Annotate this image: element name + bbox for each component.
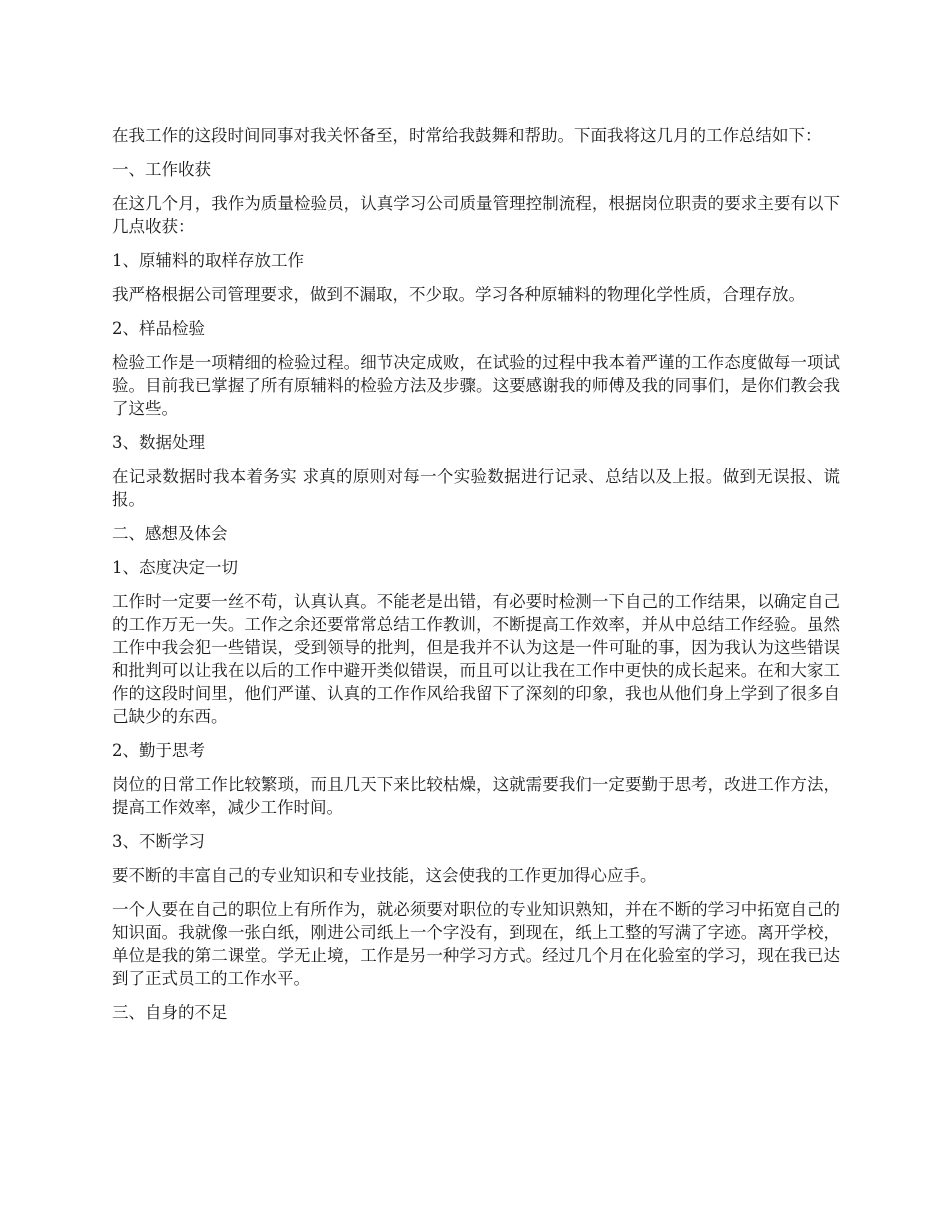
intro-paragraph: 在我工作的这段时间同事对我关怀备至，时常给我鼓舞和帮助。下面我将这几月的工作总结如下： [112,126,822,145]
section-heading-shortcomings: 三、自身的不足 [112,1003,228,1022]
learning-paragraph-2: 一个人要在自己的职位上有所作为，就必须要对职位的专业知识熟知，并在不断的学习中拓宽自己的知识面。我就像一张白纸，刚进公司纸上一个字没有，到现在，纸上工整的写满了字迹。离开学校，单位是我的第二课堂。学无止境，工作是另一种学习方式。经过几个月在化验室的学习，现在我已达到了正式员工的工作水平。 [112,900,840,988]
section-heading-reflections: 二、感想及体会 [112,524,228,543]
sample-inspection-paragraph: 检验工作是一项精细的检验过程。细节决定成败，在试验的过程中我本着严谨的工作态度做每一项试验。目前我已掌握了所有原辅料的检验方法及步骤。这要感谢我的师傅及我的同事们，是你们教会我了这些。 [112,353,840,418]
subheading-sampling-storage: 1、原辅料的取样存放工作 [112,251,304,270]
subheading-attitude: 1、态度决定一切 [112,558,238,577]
learning-paragraph-1: 要不断的丰富自己的专业知识和专业技能，这会使我的工作更加得心应手。 [112,866,657,885]
work-gains-paragraph: 在这几个月，我作为质量检验员，认真学习公司质量管理控制流程，根据岗位职责的要求主要有以下几点收获： [112,194,840,236]
subheading-learning: 3、不断学习 [112,832,205,851]
section-heading-work-gains: 一、工作收获 [112,160,211,179]
sampling-storage-paragraph: 我严格根据公司管理要求，做到不漏取，不少取。学习各种原辅料的物理化学性质，合理存放。 [112,285,805,304]
subheading-thinking: 2、勤于思考 [112,741,205,760]
subheading-sample-inspection: 2、样品检验 [112,319,205,338]
subheading-data-processing: 3、数据处理 [112,433,205,452]
attitude-paragraph: 工作时一定要一丝不苟，认真认真。不能老是出错，有必要时检测一下自己的工作结果，以确定自己的工作万无一失。工作之余还要常常总结工作教训，不断提高工作效率，并从中总结工作经验。虽然工作中我会犯一些错误，受到领导的批判，但是我并不认为这是一件可耻的事，因为我认为这些错误和批判可以让我在以后的工作中避开类似错误，而且可以让我在工作中更快的成长起来。在和大家工作的这段时间里，他们严谨、认真的工作作风给我留下了深刻的印象，我也从他们身上学到了很多自己缺少的东西。 [112,592,840,726]
data-processing-paragraph: 在记录数据时我本着务实 求真的原则对每一个实验数据进行记录、总结以及上报。做到无误报、谎报。 [112,467,840,509]
thinking-paragraph: 岗位的日常工作比较繁琐，而且几天下来比较枯燥，这就需要我们一定要勤于思考，改进工作方法，提高工作效率，减少工作时间。 [112,775,840,817]
document-body [112,124,840,1035]
